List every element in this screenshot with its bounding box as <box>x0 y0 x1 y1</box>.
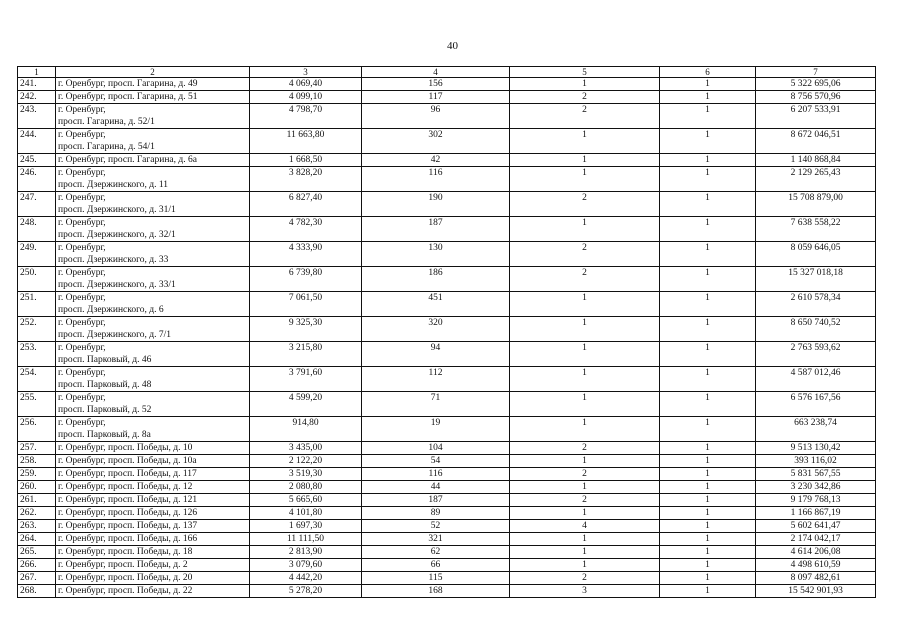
area-cell: 3 215,80 <box>250 342 362 367</box>
column-5-cell: 2 <box>510 468 660 481</box>
table-row <box>18 78 876 91</box>
count-cell: 42 <box>362 154 510 167</box>
count-cell: 156 <box>362 78 510 91</box>
address-cell: г. Оренбург, просп. Гагарина, д. 52/1 <box>56 104 250 129</box>
column-5-cell: 1 <box>510 317 660 342</box>
register-table <box>17 66 876 598</box>
address-cell: г. Оренбург, просп. Парковый, д. 48 <box>56 367 250 392</box>
cost-cell: 5 322 695,06 <box>756 78 876 91</box>
page-number: 40 <box>447 40 458 52</box>
address-cell: г. Оренбург, просп. Дзержинского, д. 33 <box>56 242 250 267</box>
count-cell: 94 <box>362 342 510 367</box>
count-cell: 116 <box>362 167 510 192</box>
area-cell: 1 697,30 <box>250 520 362 533</box>
area-cell: 4 101,80 <box>250 507 362 520</box>
table-row <box>18 192 876 217</box>
address-cell: г. Оренбург, просп. Победы, д. 121 <box>56 494 250 507</box>
column-5-cell: 4 <box>510 520 660 533</box>
row-number: 251. <box>18 292 56 317</box>
table-body <box>18 67 876 598</box>
count-cell: 117 <box>362 91 510 104</box>
table-row <box>18 533 876 546</box>
column-6-cell: 1 <box>660 154 756 167</box>
table-row <box>18 468 876 481</box>
table-row <box>18 546 876 559</box>
cost-cell: 7 638 558,22 <box>756 217 876 242</box>
header-cell: 6 <box>660 67 756 78</box>
address-cell: г. Оренбург, просп. Гагарина, д. 54/1 <box>56 129 250 154</box>
cost-cell: 8 672 046,51 <box>756 129 876 154</box>
address-cell: г. Оренбург, просп. Победы, д. 12 <box>56 481 250 494</box>
column-5-cell: 2 <box>510 192 660 217</box>
count-cell: 44 <box>362 481 510 494</box>
cost-cell: 4 498 610,59 <box>756 559 876 572</box>
address-cell: г. Оренбург, просп. Победы, д. 18 <box>56 546 250 559</box>
table-row <box>18 154 876 167</box>
address-cell: г. Оренбург, просп. Победы, д. 20 <box>56 572 250 585</box>
column-5-cell: 1 <box>510 367 660 392</box>
column-5-cell: 1 <box>510 154 660 167</box>
table-row <box>18 317 876 342</box>
column-5-cell: 1 <box>510 342 660 367</box>
area-cell: 4 599,20 <box>250 392 362 417</box>
area-cell: 5 278,20 <box>250 585 362 598</box>
address-cell: г. Оренбург, просп. Парковый, д. 52 <box>56 392 250 417</box>
table-row <box>18 585 876 598</box>
address-cell: г. Оренбург, просп. Дзержинского, д. 6 <box>56 292 250 317</box>
cost-cell: 8 097 482,61 <box>756 572 876 585</box>
address-cell: г. Оренбург, просп. Гагарина, д. 51 <box>56 91 250 104</box>
area-cell: 914,80 <box>250 417 362 442</box>
address-cell: г. Оренбург, просп. Дзержинского, д. 7/1 <box>56 317 250 342</box>
address-cell: г. Оренбург, просп. Парковый, д. 8а <box>56 417 250 442</box>
cost-cell: 5 602 641,47 <box>756 520 876 533</box>
table-row <box>18 417 876 442</box>
count-cell: 168 <box>362 585 510 598</box>
table-row <box>18 520 876 533</box>
column-6-cell: 1 <box>660 242 756 267</box>
address-cell: г. Оренбург, просп. Дзержинского, д. 31/1 <box>56 192 250 217</box>
count-cell: 116 <box>362 468 510 481</box>
table-row <box>18 494 876 507</box>
count-cell: 96 <box>362 104 510 129</box>
cost-cell: 15 542 901,93 <box>756 585 876 598</box>
table-row <box>18 507 876 520</box>
cost-cell: 15 327 018,18 <box>756 267 876 292</box>
count-cell: 62 <box>362 546 510 559</box>
row-number: 254. <box>18 367 56 392</box>
area-cell: 1 668,50 <box>250 154 362 167</box>
row-number: 259. <box>18 468 56 481</box>
header-cell: 3 <box>250 67 362 78</box>
table-row <box>18 167 876 192</box>
cost-cell: 9 513 130,42 <box>756 442 876 455</box>
header-cell: 2 <box>56 67 250 78</box>
row-number: 245. <box>18 154 56 167</box>
cost-cell: 2 610 578,34 <box>756 292 876 317</box>
area-cell: 4 442,20 <box>250 572 362 585</box>
cost-cell: 663 238,74 <box>756 417 876 442</box>
column-5-cell: 1 <box>510 507 660 520</box>
column-5-cell: 1 <box>510 481 660 494</box>
column-6-cell: 1 <box>660 129 756 154</box>
column-6-cell: 1 <box>660 392 756 417</box>
row-number: 258. <box>18 455 56 468</box>
table-row <box>18 292 876 317</box>
column-6-cell: 1 <box>660 317 756 342</box>
cost-cell: 393 116,02 <box>756 455 876 468</box>
column-6-cell: 1 <box>660 292 756 317</box>
column-5-cell: 2 <box>510 572 660 585</box>
address-cell: г. Оренбург, просп. Победы, д. 126 <box>56 507 250 520</box>
column-6-cell: 1 <box>660 78 756 91</box>
row-number: 261. <box>18 494 56 507</box>
table-row <box>18 572 876 585</box>
cost-cell: 9 179 768,13 <box>756 494 876 507</box>
table-row <box>18 104 876 129</box>
count-cell: 66 <box>362 559 510 572</box>
count-cell: 302 <box>362 129 510 154</box>
column-6-cell: 1 <box>660 342 756 367</box>
column-6-cell: 1 <box>660 468 756 481</box>
area-cell: 4 333,90 <box>250 242 362 267</box>
row-number: 264. <box>18 533 56 546</box>
table-row <box>18 481 876 494</box>
area-cell: 3 828,20 <box>250 167 362 192</box>
cost-cell: 15 708 879,00 <box>756 192 876 217</box>
column-5-cell: 2 <box>510 267 660 292</box>
cost-cell: 4 614 206,08 <box>756 546 876 559</box>
area-cell: 2 080,80 <box>250 481 362 494</box>
column-5-cell: 1 <box>510 392 660 417</box>
row-number: 252. <box>18 317 56 342</box>
table-row <box>18 242 876 267</box>
address-cell: г. Оренбург, просп. Победы, д. 22 <box>56 585 250 598</box>
column-5-cell: 1 <box>510 455 660 468</box>
address-cell: г. Оренбург, просп. Победы, д. 166 <box>56 533 250 546</box>
row-number: 248. <box>18 217 56 242</box>
row-number: 244. <box>18 129 56 154</box>
table-row <box>18 129 876 154</box>
row-number: 255. <box>18 392 56 417</box>
count-cell: 187 <box>362 217 510 242</box>
row-number: 260. <box>18 481 56 494</box>
header-cell: 4 <box>362 67 510 78</box>
column-5-cell: 2 <box>510 91 660 104</box>
count-cell: 451 <box>362 292 510 317</box>
column-6-cell: 1 <box>660 455 756 468</box>
table-row <box>18 267 876 292</box>
column-6-cell: 1 <box>660 572 756 585</box>
column-5-cell: 2 <box>510 442 660 455</box>
count-cell: 130 <box>362 242 510 267</box>
column-number-header <box>18 67 876 78</box>
column-6-cell: 1 <box>660 417 756 442</box>
cost-cell: 8 756 570,96 <box>756 91 876 104</box>
column-5-cell: 1 <box>510 417 660 442</box>
address-cell: г. Оренбург, просп. Победы, д. 10а <box>56 455 250 468</box>
column-6-cell: 1 <box>660 217 756 242</box>
count-cell: 89 <box>362 507 510 520</box>
count-cell: 320 <box>362 317 510 342</box>
table-row <box>18 342 876 367</box>
table-row <box>18 217 876 242</box>
column-6-cell: 1 <box>660 91 756 104</box>
cost-cell: 6 207 533,91 <box>756 104 876 129</box>
header-cell: 1 <box>18 67 56 78</box>
cost-cell: 2 174 042,17 <box>756 533 876 546</box>
area-cell: 6 739,80 <box>250 267 362 292</box>
column-6-cell: 1 <box>660 533 756 546</box>
cost-cell: 2 129 265,43 <box>756 167 876 192</box>
column-5-cell: 1 <box>510 533 660 546</box>
column-5-cell: 2 <box>510 104 660 129</box>
column-5-cell: 1 <box>510 129 660 154</box>
row-number: 267. <box>18 572 56 585</box>
column-5-cell: 1 <box>510 217 660 242</box>
address-cell: г. Оренбург, просп. Парковый, д. 46 <box>56 342 250 367</box>
area-cell: 4 798,70 <box>250 104 362 129</box>
cost-cell: 6 576 167,56 <box>756 392 876 417</box>
address-cell: г. Оренбург, просп. Победы, д. 117 <box>56 468 250 481</box>
address-cell: г. Оренбург, просп. Дзержинского, д. 33/1 <box>56 267 250 292</box>
area-cell: 6 827,40 <box>250 192 362 217</box>
count-cell: 71 <box>362 392 510 417</box>
count-cell: 187 <box>362 494 510 507</box>
column-5-cell: 1 <box>510 78 660 91</box>
table-row <box>18 91 876 104</box>
row-number: 249. <box>18 242 56 267</box>
cost-cell: 4 587 012,46 <box>756 367 876 392</box>
row-number: 266. <box>18 559 56 572</box>
area-cell: 11 663,80 <box>250 129 362 154</box>
column-6-cell: 1 <box>660 167 756 192</box>
address-cell: г. Оренбург, просп. Гагарина, д. 49 <box>56 78 250 91</box>
column-5-cell: 1 <box>510 546 660 559</box>
column-5-cell: 1 <box>510 167 660 192</box>
column-6-cell: 1 <box>660 481 756 494</box>
address-cell: г. Оренбург, просп. Дзержинского, д. 11 <box>56 167 250 192</box>
column-6-cell: 1 <box>660 585 756 598</box>
cost-cell: 5 831 567,55 <box>756 468 876 481</box>
column-6-cell: 1 <box>660 367 756 392</box>
column-5-cell: 1 <box>510 559 660 572</box>
header-cell: 5 <box>510 67 660 78</box>
column-6-cell: 1 <box>660 442 756 455</box>
table-row <box>18 442 876 455</box>
column-5-cell: 1 <box>510 292 660 317</box>
column-6-cell: 1 <box>660 267 756 292</box>
cost-cell: 1 140 868,84 <box>756 154 876 167</box>
row-number: 242. <box>18 91 56 104</box>
cost-cell: 8 650 740,52 <box>756 317 876 342</box>
count-cell: 115 <box>362 572 510 585</box>
cost-cell: 1 166 867,19 <box>756 507 876 520</box>
area-cell: 3 519,30 <box>250 468 362 481</box>
count-cell: 112 <box>362 367 510 392</box>
cost-cell: 8 059 646,05 <box>756 242 876 267</box>
count-cell: 54 <box>362 455 510 468</box>
row-number: 241. <box>18 78 56 91</box>
area-cell: 3 435,00 <box>250 442 362 455</box>
column-5-cell: 2 <box>510 242 660 267</box>
address-cell: г. Оренбург, просп. Победы, д. 2 <box>56 559 250 572</box>
table-row <box>18 392 876 417</box>
row-number: 263. <box>18 520 56 533</box>
row-number: 265. <box>18 546 56 559</box>
area-cell: 4 099,10 <box>250 91 362 104</box>
row-number: 268. <box>18 585 56 598</box>
count-cell: 19 <box>362 417 510 442</box>
table-row <box>18 559 876 572</box>
area-cell: 11 111,50 <box>250 533 362 546</box>
column-6-cell: 1 <box>660 507 756 520</box>
column-6-cell: 1 <box>660 494 756 507</box>
area-cell: 5 665,60 <box>250 494 362 507</box>
column-6-cell: 1 <box>660 192 756 217</box>
table-row <box>18 455 876 468</box>
row-number: 247. <box>18 192 56 217</box>
row-number: 256. <box>18 417 56 442</box>
count-cell: 321 <box>362 533 510 546</box>
count-cell: 52 <box>362 520 510 533</box>
address-cell: г. Оренбург, просп. Победы, д. 10 <box>56 442 250 455</box>
area-cell: 4 069,40 <box>250 78 362 91</box>
count-cell: 190 <box>362 192 510 217</box>
area-cell: 2 122,20 <box>250 455 362 468</box>
area-cell: 9 325,30 <box>250 317 362 342</box>
row-number: 257. <box>18 442 56 455</box>
column-6-cell: 1 <box>660 520 756 533</box>
row-number: 243. <box>18 104 56 129</box>
column-6-cell: 1 <box>660 104 756 129</box>
address-cell: г. Оренбург, просп. Гагарина, д. 6а <box>56 154 250 167</box>
row-number: 262. <box>18 507 56 520</box>
column-6-cell: 1 <box>660 546 756 559</box>
address-cell: г. Оренбург, просп. Победы, д. 137 <box>56 520 250 533</box>
header-cell: 7 <box>756 67 876 78</box>
column-5-cell: 3 <box>510 585 660 598</box>
area-cell: 2 813,90 <box>250 546 362 559</box>
row-number: 250. <box>18 267 56 292</box>
count-cell: 104 <box>362 442 510 455</box>
row-number: 246. <box>18 167 56 192</box>
area-cell: 3 079,60 <box>250 559 362 572</box>
row-number: 253. <box>18 342 56 367</box>
address-cell: г. Оренбург, просп. Дзержинского, д. 32/1 <box>56 217 250 242</box>
area-cell: 4 782,30 <box>250 217 362 242</box>
cost-cell: 3 230 342,86 <box>756 481 876 494</box>
column-5-cell: 2 <box>510 494 660 507</box>
count-cell: 186 <box>362 267 510 292</box>
column-6-cell: 1 <box>660 559 756 572</box>
area-cell: 3 791,60 <box>250 367 362 392</box>
cost-cell: 2 763 593,62 <box>756 342 876 367</box>
table-row <box>18 367 876 392</box>
area-cell: 7 061,50 <box>250 292 362 317</box>
